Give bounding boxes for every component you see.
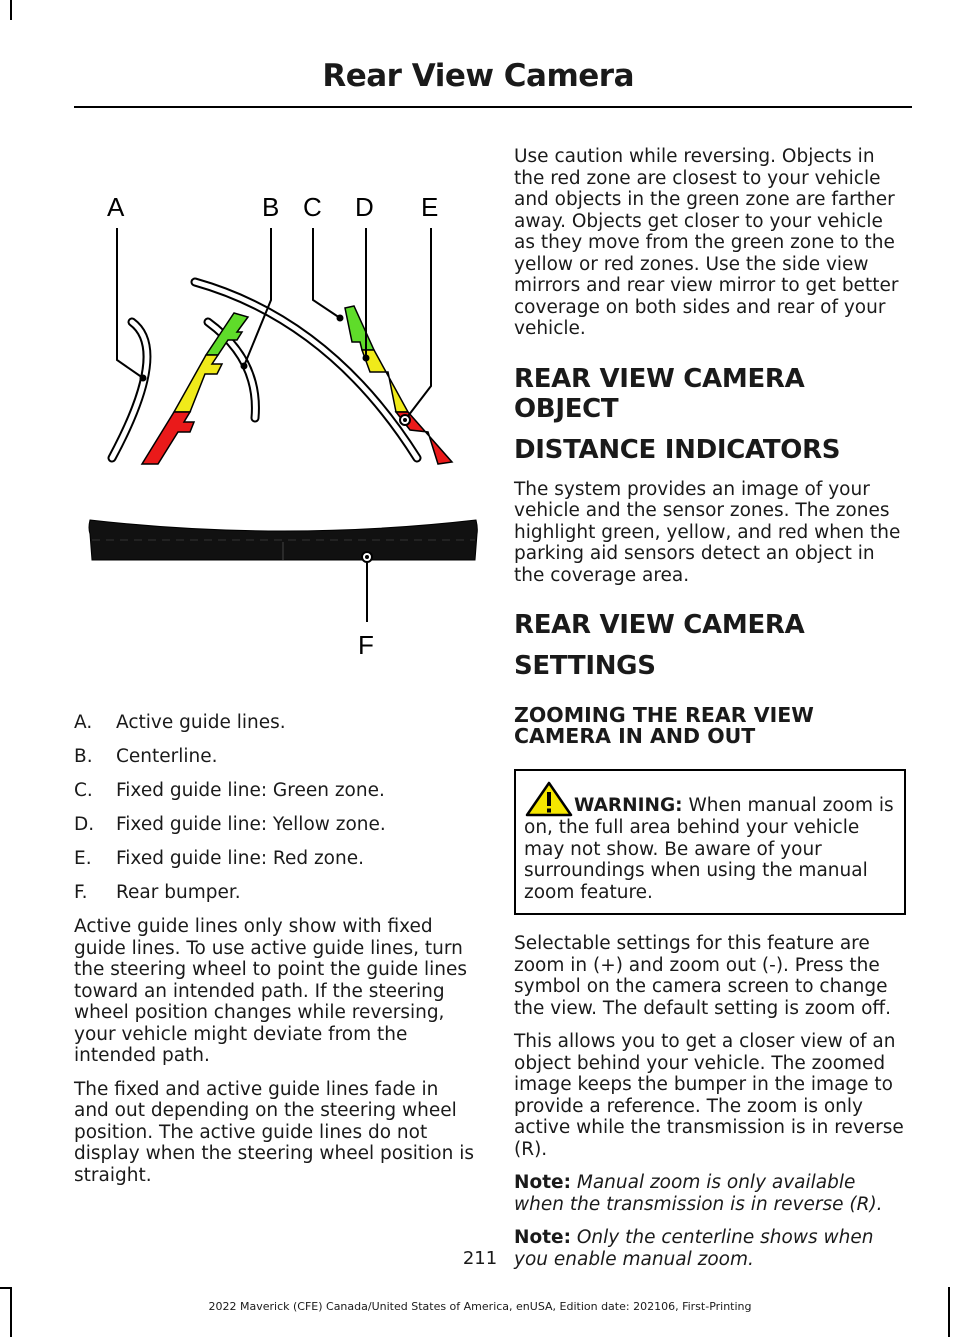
label-c: C bbox=[303, 192, 322, 222]
paragraph-intro: Use caution while reversing. Objects in the red zone are closest to your vehicle and objects in the green zone are farther away. Objects get closer to your vehicle as they move from the green zone to the yellow or red zones. Use the side view mirrors and rear view mirror to get better coverage on both sides and rear of your vehicle. bbox=[514, 146, 899, 339]
label-d: D bbox=[355, 192, 374, 222]
paragraph-selectable-settings: Selectable settings for this feature are zoom in (+) and zoom out (-). Press the symbol on the camera screen to change the view. The default setting is zoom off. bbox=[514, 933, 892, 1019]
callout-line-e bbox=[405, 228, 431, 420]
legend-letter: D. bbox=[74, 814, 95, 835]
legend-text: Centerline. bbox=[116, 746, 218, 767]
note-text: Manual zoom is only available when the transmission is in reverse (R). bbox=[514, 1172, 883, 1215]
warning-label: WARNING: bbox=[574, 795, 683, 816]
yellow-zone-left bbox=[174, 355, 222, 412]
callout-line-c bbox=[313, 228, 340, 318]
legend-item bbox=[74, 780, 478, 802]
header-divider bbox=[74, 106, 912, 108]
note-label: Note: bbox=[514, 1172, 571, 1193]
page-number: 211 bbox=[462, 1248, 498, 1269]
heading-line: REAR VIEW CAMERA bbox=[514, 610, 805, 640]
page-title: Rear View Camera bbox=[322, 58, 634, 94]
heading-distance-indicators bbox=[514, 364, 906, 465]
legend-item bbox=[74, 882, 478, 904]
red-zone-left bbox=[142, 412, 194, 464]
legend-item bbox=[74, 746, 478, 768]
legend-item bbox=[74, 848, 478, 870]
paragraph-fade: The fixed and active guide lines fade in and out depending on the steering wheel position. The active guide lines do not display when the steering wheel position is straight. bbox=[74, 1078, 474, 1186]
legend-letter: B. bbox=[74, 746, 93, 767]
legend-text: Fixed guide line: Red zone. bbox=[116, 848, 364, 869]
left-column bbox=[74, 712, 478, 1198]
rear-view-camera-diagram bbox=[78, 180, 488, 660]
legend-text: Fixed guide line: Green zone. bbox=[116, 780, 385, 801]
legend-letter: F. bbox=[74, 882, 88, 903]
note-manual-zoom bbox=[514, 1172, 906, 1215]
crop-mark bbox=[0, 1287, 12, 1289]
paragraph-sensor-zones: The system provides an image of your vehicle and the sensor zones. The zones highlight green, yellow, and red when the parking aid sensors detect an object in the coverage area. bbox=[514, 478, 901, 586]
heading-line: REAR VIEW CAMERA OBJECT bbox=[514, 363, 805, 424]
legend-text: Rear bumper. bbox=[116, 882, 241, 903]
green-zone-right bbox=[345, 306, 374, 350]
paragraph-closer-view: This allows you to get a closer view of an object behind your vehicle. The zoomed image keeps the bumper in the image to provide a reference. The zoom is only active while the transmission is in reverse (R). bbox=[514, 1031, 904, 1160]
footer-edition: 2022 Maverick (CFE) Canada/United States of America, enUSA, Edition date: 202106, First-Printing bbox=[208, 1300, 752, 1313]
label-b: B bbox=[262, 192, 280, 222]
subheading-zoom: ZOOMING THE REAR VIEW CAMERA IN AND OUT bbox=[514, 703, 814, 748]
legend-letter: A. bbox=[74, 712, 93, 733]
legend-item bbox=[74, 814, 478, 836]
label-e: E bbox=[421, 192, 439, 222]
heading-line: SETTINGS bbox=[514, 651, 656, 681]
legend-text: Active guide lines. bbox=[116, 712, 286, 733]
heading-camera-settings bbox=[514, 610, 906, 681]
label-a: A bbox=[107, 192, 125, 222]
warning-text: When manual zoom is on, the full area behind your vehicle may not show. Be aware of your surroundings when using the manual zoom feature. bbox=[524, 795, 894, 903]
fixed-guide-left bbox=[142, 313, 248, 464]
legend-letter: C. bbox=[74, 780, 93, 801]
paragraph-active-guide-lines: Active guide lines only show with fixed guide lines. To use active guide lines, turn the steering wheel to point the guide lines toward an intended path. If the steering wheel position changes while reversing, your vehicle might deviate from the intended path. bbox=[74, 916, 468, 1066]
label-f: F bbox=[358, 630, 374, 660]
heading-line: DISTANCE INDICATORS bbox=[514, 434, 841, 465]
green-zone-left bbox=[206, 313, 248, 355]
legend-letter: E. bbox=[74, 848, 92, 869]
crop-mark bbox=[10, 0, 12, 20]
warning-box bbox=[514, 769, 906, 915]
warning-triangle-icon bbox=[524, 781, 574, 817]
callout-line-a bbox=[117, 228, 143, 378]
legend-item bbox=[74, 712, 478, 734]
right-column bbox=[514, 146, 906, 1282]
legend-text: Fixed guide line: Yellow zone. bbox=[116, 814, 386, 835]
note-text: Only the centerline shows when you enable manual zoom. bbox=[514, 1227, 874, 1270]
note-label: Note: bbox=[514, 1227, 571, 1248]
